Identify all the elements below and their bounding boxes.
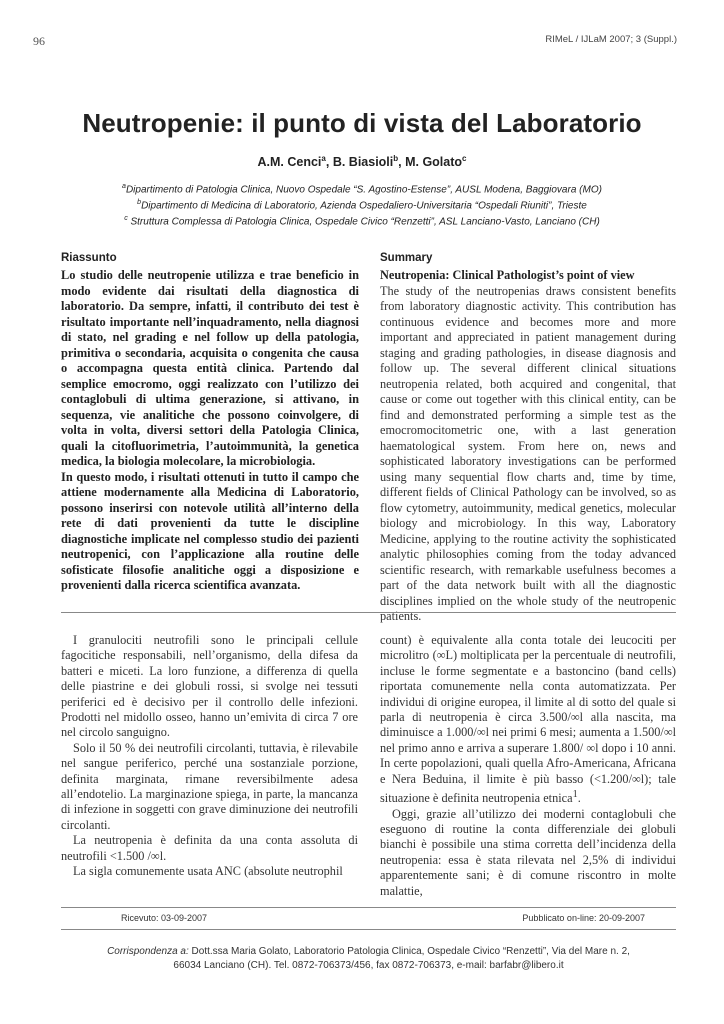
footer-divider-top: [61, 907, 676, 908]
journal-reference: RIMeL / IJLaM 2007; 3 (Suppl.): [545, 34, 677, 45]
riassunto-paragraph: In questo modo, i risultati ottenuti in tutto il campo che attiene modernamente alla Medicina di Laboratorio, possono inserirsi con notevole utilità all’interno della rete di dati provenienti da tutte le discipline diagnostiche implicate nel complesso studio dei pazienti neutropenici, con l’applicazione alla routine delle sofisticate filosofie analitiche oggi a disposizione e provenienti dalla ricerca scientifica avanzata.: [61, 469, 359, 592]
author-affiliation-mark: a: [321, 154, 326, 163]
correspondence-line: [61, 945, 676, 959]
author-separator: ,: [325, 155, 333, 170]
body-paragraph: La neutropenia è definita da una conta assoluta di neutrofili <1.500 /∞l.: [61, 833, 358, 863]
author-list: [0, 154, 724, 169]
body-column-right: [380, 633, 676, 899]
affiliation-mark: c: [124, 214, 128, 222]
reference-mark: 1: [572, 789, 578, 801]
riassunto-abstract: [61, 268, 359, 594]
affiliation-list: [0, 181, 724, 228]
author-name: M. Golato: [405, 155, 463, 170]
body-paragraph: Solo il 50 % dei neutrofili circolanti, tuttavia, è rilevabile nel sangue periferico, perché una sostanziale porzione, definita marginata, rimane reversibilmente adesa all’endotelio. La marginazione spiega, in parte, la mancanza di infezione in soggetti con grave diminuzione dei neutrofili circolanti.: [61, 740, 358, 832]
body-paragraph-continuation: [380, 633, 676, 807]
riassunto-paragraph: Lo studio delle neutropenie utilizza e trae beneficio in modo evidente dai risultati della diagnostica di laboratorio. Da sempre, infatti, il contributo dei test è risultato importante nell’inquadramento, nella diagnosi di stato, nel grading e nel follow up della patologia, primitiva o secondaria, acquisita o congenita che causa o accompagna questa entità clinica. Partendo dal semplice emocromo, oggi realizzato con l’utilizzo dei contaglobuli di ultima generazione, si attivano, in sequenza, vie analitiche che possono coinvolgere, di volta in volta, diversi settori della Patologia Clinica, quali la citofluorimetria, l’autoimmunità, la genetica medica, la biologia molecolare, la microbiologia.: [61, 268, 359, 468]
correspondence-label: Corrispondenza a:: [107, 946, 189, 957]
affiliation-line: [0, 181, 724, 197]
correspondence-text: Dott.ssa Maria Golato, Laboratorio Patologia Clinica, Ospedale Civico “Renzetti”, Via del Mare n. 2,: [188, 946, 630, 957]
affiliation-line: [0, 197, 724, 213]
continuation-text: count) è equivalente alla conta totale dei leucociti per microlitro (∞L) moltiplicata per la percentuale di neutrofili, incluse le forme segmentate e a bastoncino (band cells) riportata comunemente nella conta automatizzata. Per individui di origine europea, il limite al di sotto del quale si parla di neutropenia è circa 3.500/∞l alla nascita, ma diminuisce a 1.000/∞l nei primi 6 mesi; aumenta a 1.500/∞l nel primo anno e arriva a superare 1.800/ ∞l dopo i 10 anni. In certe popolazioni, quali quella Afro-Americana, Africana e Nera Beduina, il limite è più basso (<1.200/∞l); tale situazione è definita neutropenia etnica: [380, 633, 676, 806]
footer-divider-bottom: [61, 929, 676, 930]
correspondence-line: 66034 Lanciano (CH). Tel. 0872-706373/456, fax 0872-706373, e-mail: barfabr@libero.it: [173, 959, 564, 971]
affiliation-text: Dipartimento di Patologia Clinica, Nuovo Ospedale “S. Agostino-Estense”, AUSL Modena, Baggiovara (MO): [125, 184, 602, 196]
article-title: Neutropenie: il punto di vista del Laboratorio: [82, 108, 642, 138]
section-divider: [61, 612, 676, 613]
author-affiliation-mark: b: [393, 154, 399, 163]
author-name: B. Biasioli: [332, 155, 394, 170]
author-separator: ,: [398, 155, 406, 170]
body-paragraph: La sigla comunemente usata ANC (absolute neutrophil: [73, 864, 343, 879]
summary-abstract: [380, 268, 676, 625]
correspondence: [61, 945, 676, 972]
body-paragraph: I granulociti neutrofili sono le principali cellule fagocitiche responsabili, nell’organismo, della difesa da batteri e miceti. La loro funzione, a differenza di quella delle piastrine e dei globuli rossi, si svolge nei tessuti periferici ed è decisivo per il controllo delle infezioni. Prodotti nel midollo osseo, hanno un’emivita di circa 7 ore nel circolo sanguigno.: [61, 633, 358, 740]
summary-paragraph: The study of the neutropenias draws consistent benefits from laboratory diagnostic activity. This contribution has continuous evidence and becomes more and more important and appreciated in patient management during staging and grading pathologies, in disease diagnosis and follow up. The several different clinical situations neutropenia related, both acquired and congenital, that cause or come out together with this clinical entity, can be find and demonstrated performing a simple test as the emocromocitometric one, with a last generation haematological system. From here on, news and sophisticated laboratory investigations can be performed using many sequential flow charts and, time by time, different fields of Clinical Pathology can be involved, so as flow cytometry, autoimmunity, medical genetics, molecular biology and microbiology. In this way, Laboratory Medicine, applying to the routine activity the sophisticated analytic philosophies coming from the today advanced scientific research, with remarkable usefulness becomes a part of the data network built with all the diagnostic disciplines implied on the whole study of the neutropenic patients.: [380, 283, 676, 623]
summary-subtitle: Neutropenia: Clinical Pathologist’s point of view: [380, 268, 635, 282]
author-name: A.M. Cenci: [257, 155, 322, 170]
author-affiliation-mark: c: [462, 154, 467, 163]
page-number: 96: [33, 34, 45, 48]
received-date: Ricevuto: 03-09-2007: [121, 913, 208, 923]
body-paragraph: Oggi, grazie all’utilizzo dei moderni contaglobuli che eseguono di routine la conta differenziale dei globuli bianchi è possibile una stima corretta dell’incidenza della neutropenia: essa è stata rilevata nel 2,5% di individui apparentemente sani; è di comune riscontro in molte malattie,: [380, 806, 676, 898]
affiliation-text: Struttura Complessa di Patologia Clinica, Ospedale Civico “Renzetti”, ASL Lanciano-Vasto, Lanciano (CH): [127, 215, 600, 227]
continuation-end: .: [577, 791, 581, 806]
affiliation-mark: b: [137, 198, 142, 206]
riassunto-heading: Riassunto: [61, 252, 117, 264]
affiliation-mark: a: [122, 183, 126, 190]
published-date: Pubblicato on-line: 20-09-2007: [522, 913, 645, 923]
affiliation-line: [0, 213, 724, 229]
summary-heading: Summary: [380, 252, 433, 264]
affiliation-text: Dipartimento di Medicina di Laboratorio, Azienda Ospedaliero-Universitaria “Ospedali Riuniti”, Trieste: [141, 200, 587, 212]
body-column-left: [61, 633, 358, 880]
